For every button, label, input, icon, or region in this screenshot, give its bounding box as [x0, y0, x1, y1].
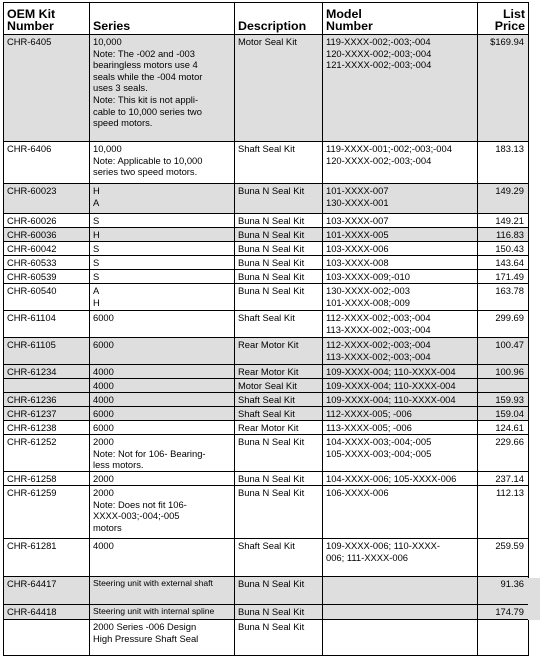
description-cell	[235, 142, 323, 184]
table-row	[4, 35, 529, 142]
series-cell	[90, 379, 235, 393]
list-price-cell: 116.83	[478, 228, 529, 242]
series-text: A	[93, 196, 100, 208]
kit-number-text: CHR-61237	[7, 408, 57, 419]
header-oem-kit-line-2: Number	[7, 19, 54, 33]
series-cell	[90, 284, 235, 311]
description-text: Buna N Seal Kit	[238, 271, 305, 282]
table-row	[4, 421, 529, 435]
model-number-text: 103-XXXX-007	[326, 215, 389, 226]
series-text: Note: This kit is not appli-	[93, 93, 199, 105]
model-number-cell	[323, 311, 478, 338]
description-text: Buna N Seal Kit	[238, 257, 305, 268]
kit-number-text: CHR-64418	[7, 606, 57, 617]
list-price-cell: 229.66	[478, 435, 529, 472]
series-cell	[90, 620, 235, 656]
description-cell	[235, 184, 323, 214]
model-number-cell	[323, 228, 478, 242]
kit-number-cell	[4, 421, 90, 435]
price-table-sheet	[3, 2, 528, 656]
table-row	[4, 620, 529, 656]
kit-number-cell	[4, 393, 90, 407]
list-price-cell: 159.93	[478, 393, 529, 407]
series-cell	[90, 577, 235, 605]
kit-number-text: CHR-61252	[7, 436, 57, 447]
kit-number-cell	[4, 284, 90, 311]
kit-number-cell	[4, 605, 90, 620]
kit-number-cell	[4, 486, 90, 539]
model-number-cell	[323, 142, 478, 184]
series-text: S	[93, 243, 100, 254]
kit-number-cell	[4, 228, 90, 242]
series-text: speed motors.	[93, 117, 153, 129]
series-cell	[90, 421, 235, 435]
series-text: bearingless motors use 4	[93, 59, 198, 71]
model-number-cell	[323, 620, 478, 656]
model-number-text: 112-XXXX-002;-003;-004	[326, 339, 431, 350]
series-cell	[90, 472, 235, 486]
series-text: 4000	[93, 380, 114, 391]
model-number-cell	[323, 184, 478, 214]
description-text: Buna N Seal Kit	[238, 285, 305, 296]
kit-number-cell	[4, 620, 90, 656]
list-price-cell	[478, 379, 529, 393]
kit-number-text: CHR-60539	[7, 271, 57, 282]
description-text: Motor Seal Kit	[238, 380, 297, 391]
model-number-text: 103-XXXX-006	[326, 243, 389, 254]
series-text: XXXX-003;-004;-005	[93, 510, 180, 522]
kit-number-cell	[4, 407, 90, 421]
description-text: Shaft Seal Kit	[238, 312, 295, 323]
series-text: less motors.	[93, 459, 144, 471]
series-text: uses 3 seals.	[93, 82, 148, 94]
list-price-cell: $169.94	[478, 35, 529, 142]
kit-number-text: CHR-61259	[7, 487, 57, 498]
series-text: H	[93, 185, 100, 196]
series-text: H	[93, 296, 100, 308]
model-number-cell	[323, 605, 478, 620]
series-cell	[90, 228, 235, 242]
series-cell	[90, 142, 235, 184]
kit-number-text: CHR-60036	[7, 229, 57, 240]
series-text: 4000	[93, 540, 114, 551]
list-price-cell: 91.36	[478, 577, 529, 605]
series-text: Note: Does not fit 106-	[93, 498, 187, 510]
table-row	[4, 365, 529, 379]
kit-number-text: CHR-61105	[7, 339, 56, 350]
description-cell	[235, 605, 323, 620]
series-text: S	[93, 257, 100, 268]
model-number-cell	[323, 270, 478, 284]
table-row	[4, 242, 529, 256]
header-oem-kit-line-1: OEM Kit	[7, 7, 56, 21]
kit-number-text: CHR-61238	[7, 422, 57, 433]
series-text: 6000	[93, 422, 114, 433]
model-number-text: 101-XXXX-007	[326, 185, 389, 196]
kit-number-text: CHR-61104	[7, 312, 56, 323]
model-number-cell	[323, 577, 478, 605]
kit-number-cell	[4, 577, 90, 605]
series-cell	[90, 256, 235, 270]
kit-number-cell	[4, 311, 90, 338]
model-number-cell	[323, 472, 478, 486]
list-price-cell: 299.69	[478, 311, 529, 338]
series-text: 6000	[93, 312, 114, 323]
model-number-text: 113-XXXX-005; -006	[326, 422, 412, 433]
list-price-cell	[478, 620, 529, 656]
series-text: cable to 10,000 series two	[93, 105, 202, 117]
list-price-cell: 259.59	[478, 539, 529, 577]
table-row	[4, 256, 529, 270]
description-cell	[235, 435, 323, 472]
model-number-cell	[323, 435, 478, 472]
list-price-cell: 112.13	[478, 486, 529, 539]
model-number-text: 119-XXXX-001;-002;-003;-004	[326, 143, 452, 154]
description-text: Buna N Seal Kit	[238, 436, 305, 447]
model-number-text: 103-XXXX-008	[326, 257, 389, 268]
kit-number-cell	[4, 242, 90, 256]
row-shade-extension-1	[528, 578, 540, 604]
series-text: 10,000	[93, 36, 122, 47]
kit-number-text: CHR-60023	[7, 185, 57, 196]
table-row	[4, 270, 529, 284]
series-cell	[90, 393, 235, 407]
list-price-cell: 237.14	[478, 472, 529, 486]
description-text: Buna N Seal Kit	[238, 606, 305, 617]
kit-number-cell	[4, 539, 90, 577]
model-number-text: 006; 111-XXXX-006	[326, 551, 408, 563]
model-number-text: 109-XXXX-006; 110-XXXX-	[326, 540, 440, 551]
model-number-text: 121-XXXX-002;-003;-004	[326, 59, 432, 71]
description-cell	[235, 486, 323, 539]
series-text: 2000	[93, 436, 114, 447]
model-number-text: 130-XXXX-001	[326, 196, 389, 208]
description-cell	[235, 256, 323, 270]
model-number-text: 112-XXXX-005; -006	[326, 408, 412, 419]
model-number-text: 101-XXXX-005	[326, 229, 389, 240]
series-cell	[90, 214, 235, 228]
kit-number-text: CHR-60026	[7, 215, 57, 226]
model-number-cell	[323, 338, 478, 365]
series-cell	[90, 184, 235, 214]
table-row	[4, 338, 529, 365]
table-row	[4, 407, 529, 421]
series-cell	[90, 539, 235, 577]
series-cell	[90, 365, 235, 379]
model-number-text: 109-XXXX-004; 110-XXXX-004	[326, 380, 456, 391]
model-number-cell	[323, 407, 478, 421]
description-text: Motor Seal Kit	[238, 36, 297, 47]
kit-number-cell	[4, 270, 90, 284]
header-list-price	[478, 3, 529, 35]
description-cell	[235, 228, 323, 242]
description-text: Buna N Seal Kit	[238, 473, 305, 484]
series-text: Note: Not for 106- Bearing-	[93, 447, 206, 459]
header-model-line-2: Number	[326, 19, 373, 33]
model-number-text: 105-XXXX-003;-004;-005	[326, 447, 432, 459]
kit-number-cell	[4, 338, 90, 365]
series-text: Steering unit with internal spline	[93, 606, 215, 616]
series-text: seals while the -004 motor	[93, 70, 203, 82]
description-text: Shaft Seal Kit	[238, 143, 295, 154]
model-number-cell	[323, 379, 478, 393]
model-number-cell	[323, 421, 478, 435]
description-cell	[235, 539, 323, 577]
description-text: Rear Motor Kit	[238, 366, 299, 377]
model-number-cell	[323, 284, 478, 311]
model-number-text: 113-XXXX-002;-003;-004	[326, 350, 431, 362]
model-number-text: 130-XXXX-002;-003	[326, 285, 410, 296]
model-number-text: 106-XXXX-006	[326, 487, 389, 498]
table-row	[4, 311, 529, 338]
table-row	[4, 435, 529, 472]
description-cell	[235, 421, 323, 435]
table-row	[4, 472, 529, 486]
kit-number-cell	[4, 472, 90, 486]
table-row	[4, 228, 529, 242]
series-text: series two speed motors.	[93, 166, 198, 178]
header-series: Series	[90, 3, 235, 35]
description-text: Rear Motor Kit	[238, 422, 299, 433]
description-text: Buna N Seal Kit	[238, 487, 305, 498]
table-row	[4, 539, 529, 577]
description-cell	[235, 270, 323, 284]
list-price-cell: 143.64	[478, 256, 529, 270]
series-text: 2000	[93, 473, 114, 484]
kit-number-text: CHR-60540	[7, 285, 57, 296]
series-cell	[90, 605, 235, 620]
kit-number-cell	[4, 214, 90, 228]
description-text: Buna N Seal Kit	[238, 578, 305, 589]
description-cell	[235, 620, 323, 656]
model-number-cell	[323, 35, 478, 142]
header-price-line-1: List	[502, 7, 525, 21]
description-cell	[235, 214, 323, 228]
list-price-cell: 149.29	[478, 184, 529, 214]
kit-number-cell	[4, 35, 90, 142]
series-cell	[90, 486, 235, 539]
description-cell	[235, 379, 323, 393]
series-text: 10,000	[93, 143, 122, 154]
header-price-line-2: Price	[494, 19, 525, 33]
series-text: 2000	[93, 487, 114, 498]
description-cell	[235, 407, 323, 421]
kit-number-cell	[4, 435, 90, 472]
series-text: A	[93, 285, 100, 296]
model-number-text: 109-XXXX-004; 110-XXXX-004	[326, 366, 456, 377]
description-text: Buna N Seal Kit	[238, 215, 305, 226]
model-number-text: 103-XXXX-009;-010	[326, 271, 410, 282]
description-text: Buna N Seal Kit	[238, 185, 305, 196]
kit-number-cell	[4, 256, 90, 270]
description-text: Rear Motor Kit	[238, 339, 299, 350]
table-row	[4, 214, 529, 228]
description-cell	[235, 35, 323, 142]
model-number-cell	[323, 214, 478, 228]
list-price-cell: 124.61	[478, 421, 529, 435]
table-row	[4, 393, 529, 407]
model-number-cell	[323, 256, 478, 270]
table-row	[4, 184, 529, 214]
kit-number-cell	[4, 379, 90, 393]
header-description: Description	[235, 3, 323, 35]
series-text: High Pressure Shaft Seal	[93, 632, 199, 644]
series-text: S	[93, 271, 100, 282]
row-shade-extension-2	[528, 604, 540, 620]
model-number-text: 109-XXXX-004; 110-XXXX-004	[326, 394, 456, 405]
seal-kit-price-table	[3, 2, 529, 656]
list-price-cell: 100.47	[478, 338, 529, 365]
model-number-cell	[323, 393, 478, 407]
series-cell	[90, 242, 235, 256]
table-row	[4, 577, 529, 605]
series-text: 4000	[93, 366, 114, 377]
list-price-cell: 150.43	[478, 242, 529, 256]
header-oem-kit-number	[4, 3, 90, 35]
kit-number-text: CHR-60533	[7, 257, 57, 268]
series-text: S	[93, 215, 100, 226]
description-cell	[235, 365, 323, 379]
series-text: Note: Applicable to 10,000	[93, 154, 203, 166]
kit-number-cell	[4, 365, 90, 379]
table-row	[4, 605, 529, 620]
description-text: Shaft Seal Kit	[238, 408, 295, 419]
kit-number-text: CHR-60042	[7, 243, 57, 254]
list-price-cell: 159.04	[478, 407, 529, 421]
model-number-text: 120-XXXX-002;-003;-004	[326, 154, 432, 166]
description-text: Buna N Seal Kit	[238, 621, 305, 632]
description-cell	[235, 393, 323, 407]
series-text: motors	[93, 521, 122, 533]
kit-number-text: CHR-61258	[7, 473, 57, 484]
description-text: Shaft Seal Kit	[238, 394, 295, 405]
kit-number-text: CHR-61234	[7, 366, 57, 377]
model-number-text: 112-XXXX-002;-003;-004	[326, 312, 431, 323]
kit-number-cell	[4, 142, 90, 184]
list-price-cell: 149.21	[478, 214, 529, 228]
model-number-text: 101-XXXX-008;-009	[326, 296, 410, 308]
description-cell	[235, 577, 323, 605]
kit-number-text: CHR-61236	[7, 394, 57, 405]
series-text: 6000	[93, 339, 114, 350]
list-price-cell: 171.49	[478, 270, 529, 284]
table-row	[4, 142, 529, 184]
series-cell	[90, 338, 235, 365]
series-cell	[90, 270, 235, 284]
series-text: Steering unit with external shaft	[93, 578, 213, 588]
header-model-number	[323, 3, 478, 35]
kit-number-text: CHR-6406	[7, 143, 52, 154]
series-text: Note: The -002 and -003	[93, 47, 195, 59]
series-cell	[90, 35, 235, 142]
list-price-cell: 163.78	[478, 284, 529, 311]
series-text: 4000	[93, 394, 114, 405]
table-row	[4, 486, 529, 539]
model-number-text: 104-XXXX-006; 105-XXXX-006	[326, 473, 457, 484]
kit-number-text: CHR-61281	[7, 540, 57, 551]
model-number-cell	[323, 365, 478, 379]
table-row	[4, 284, 529, 311]
kit-number-text: CHR-6405	[7, 36, 52, 47]
description-cell	[235, 284, 323, 311]
model-number-text: 120-XXXX-002;-003;-004	[326, 47, 432, 59]
description-cell	[235, 338, 323, 365]
series-text: 2000 Series -006 Design	[93, 621, 197, 632]
description-cell	[235, 311, 323, 338]
description-text: Buna N Seal Kit	[238, 229, 305, 240]
list-price-cell: 183.13	[478, 142, 529, 184]
description-cell	[235, 242, 323, 256]
description-text: Buna N Seal Kit	[238, 243, 305, 254]
series-text: 6000	[93, 408, 114, 419]
series-cell	[90, 311, 235, 338]
model-number-cell	[323, 486, 478, 539]
kit-number-text: CHR-64417	[7, 578, 57, 589]
description-cell	[235, 472, 323, 486]
kit-number-cell	[4, 184, 90, 214]
list-price-cell: 100.96	[478, 365, 529, 379]
model-number-cell	[323, 539, 478, 577]
model-number-text: 119-XXXX-002;-003;-004	[326, 36, 431, 47]
series-cell	[90, 435, 235, 472]
model-number-text: 104-XXXX-003;-004;-005	[326, 436, 432, 447]
table-row	[4, 379, 529, 393]
series-cell	[90, 407, 235, 421]
model-number-text: 113-XXXX-002;-003;-004	[326, 323, 431, 335]
header-model-line-1: Model	[326, 7, 362, 21]
description-text: Shaft Seal Kit	[238, 540, 295, 551]
model-number-cell	[323, 242, 478, 256]
list-price-cell: 174.79	[478, 605, 529, 620]
header-row	[4, 3, 529, 35]
series-text: H	[93, 229, 100, 240]
